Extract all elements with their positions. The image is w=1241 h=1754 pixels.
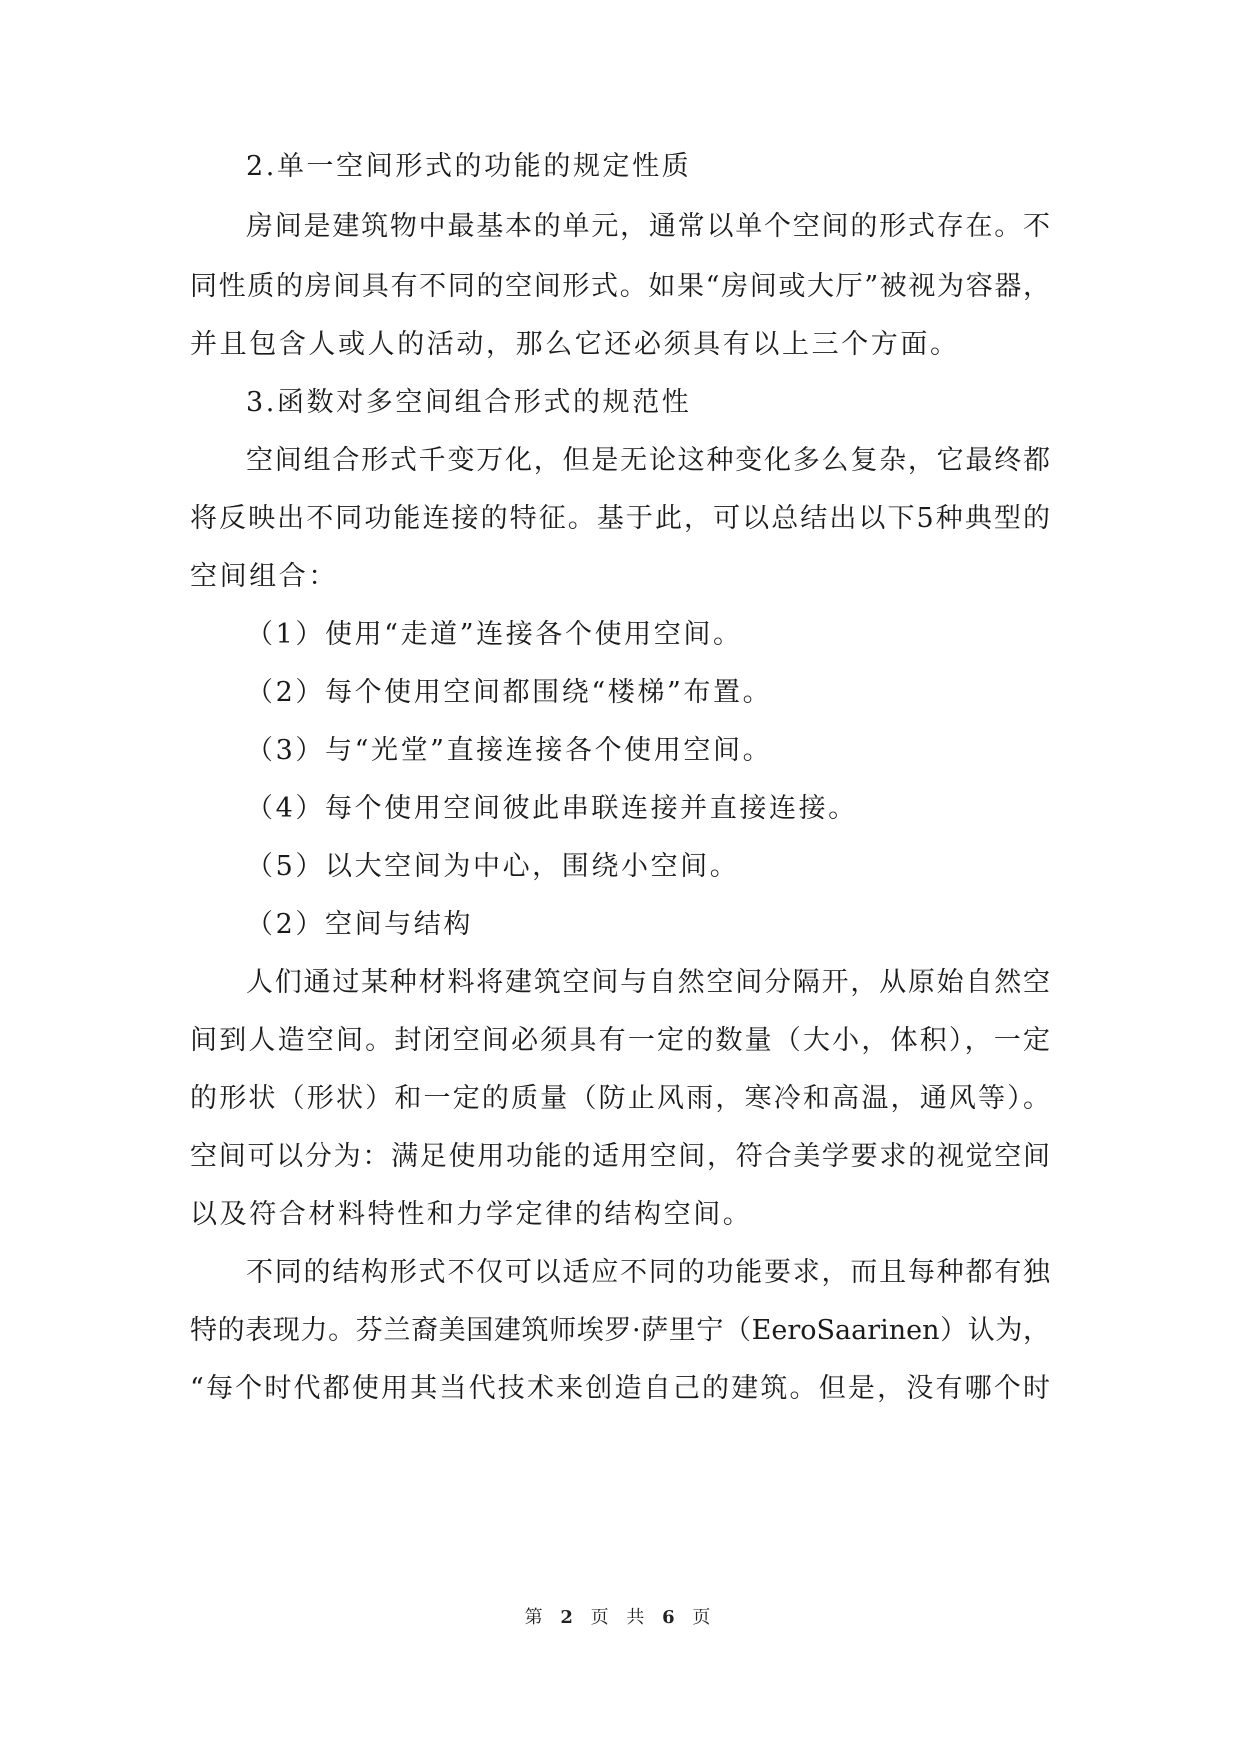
paragraph-line: 并且包含人或人的活动，那么它还必须具有以上三个方面。 <box>190 329 960 360</box>
paragraph-line: 间到人造空间。封闭空间必须具有一定的数量（大小，体积），一定 <box>190 1025 1050 1056</box>
paragraph-line: 空间组合形式千变万化，但是无论这种变化多么复杂，它最终都 <box>246 445 1050 476</box>
heading-single-space: 2.单一空间形式的功能的规定性质 <box>246 151 692 182</box>
paragraph-line: 同性质的房间具有不同的空间形式。如果“房间或大厅”被视为容器， <box>190 271 1050 302</box>
page-footer <box>0 1606 1241 1630</box>
paragraph-line: 人们通过某种材料将建筑空间与自然空间分隔开，从原始自然空 <box>246 967 1050 998</box>
paragraph-line: 空间可以分为：满足使用功能的适用空间，符合美学要求的视觉空间 <box>190 1141 1050 1172</box>
footer-middle: 页 共 <box>590 1607 651 1628</box>
heading-multi-space: 3.函数对多空间组合形式的规范性 <box>246 387 692 418</box>
paragraph-line: 以及符合材料特性和力学定律的结构空间。 <box>190 1199 753 1230</box>
total-page-count: 6 <box>662 1607 681 1628</box>
list-item: （4）每个使用空间彼此串联连接并直接连接。 <box>246 793 858 824</box>
paragraph-line: 空间组合： <box>190 561 338 592</box>
paragraph-line: 的形状（形状）和一定的质量（防止风雨，寒冷和高温，通风等）。 <box>190 1083 1050 1114</box>
paragraph-line: “每个时代都使用其当代技术来创造自己的建筑。但是，没有哪个时 <box>190 1373 1050 1404</box>
list-item: （1）使用“走道”连接各个使用空间。 <box>246 619 743 650</box>
footer-suffix: 页 <box>692 1607 717 1628</box>
list-item: （2）每个使用空间都围绕“楼梯”布置。 <box>246 677 773 708</box>
list-item: （3）与“光堂”直接连接各个使用空间。 <box>246 735 773 766</box>
paragraph-line: 将反映出不同功能连接的特征。基于此，可以总结出以下5种典型的 <box>190 503 1050 534</box>
footer-prefix: 第 <box>524 1607 549 1628</box>
heading-space-structure: （2）空间与结构 <box>246 909 473 940</box>
paragraph-line: 特的表现力。芬兰裔美国建筑师埃罗·萨里宁（EeroSaarinen）认为， <box>190 1315 1050 1346</box>
list-item: （5）以大空间为中心，围绕小空间。 <box>246 851 740 882</box>
current-page-number: 2 <box>560 1607 579 1628</box>
paragraph-line: 不同的结构形式不仅可以适应不同的功能要求，而且每种都有独 <box>246 1257 1050 1288</box>
paragraph-line: 房间是建筑物中最基本的单元，通常以单个空间的形式存在。不 <box>246 211 1050 242</box>
